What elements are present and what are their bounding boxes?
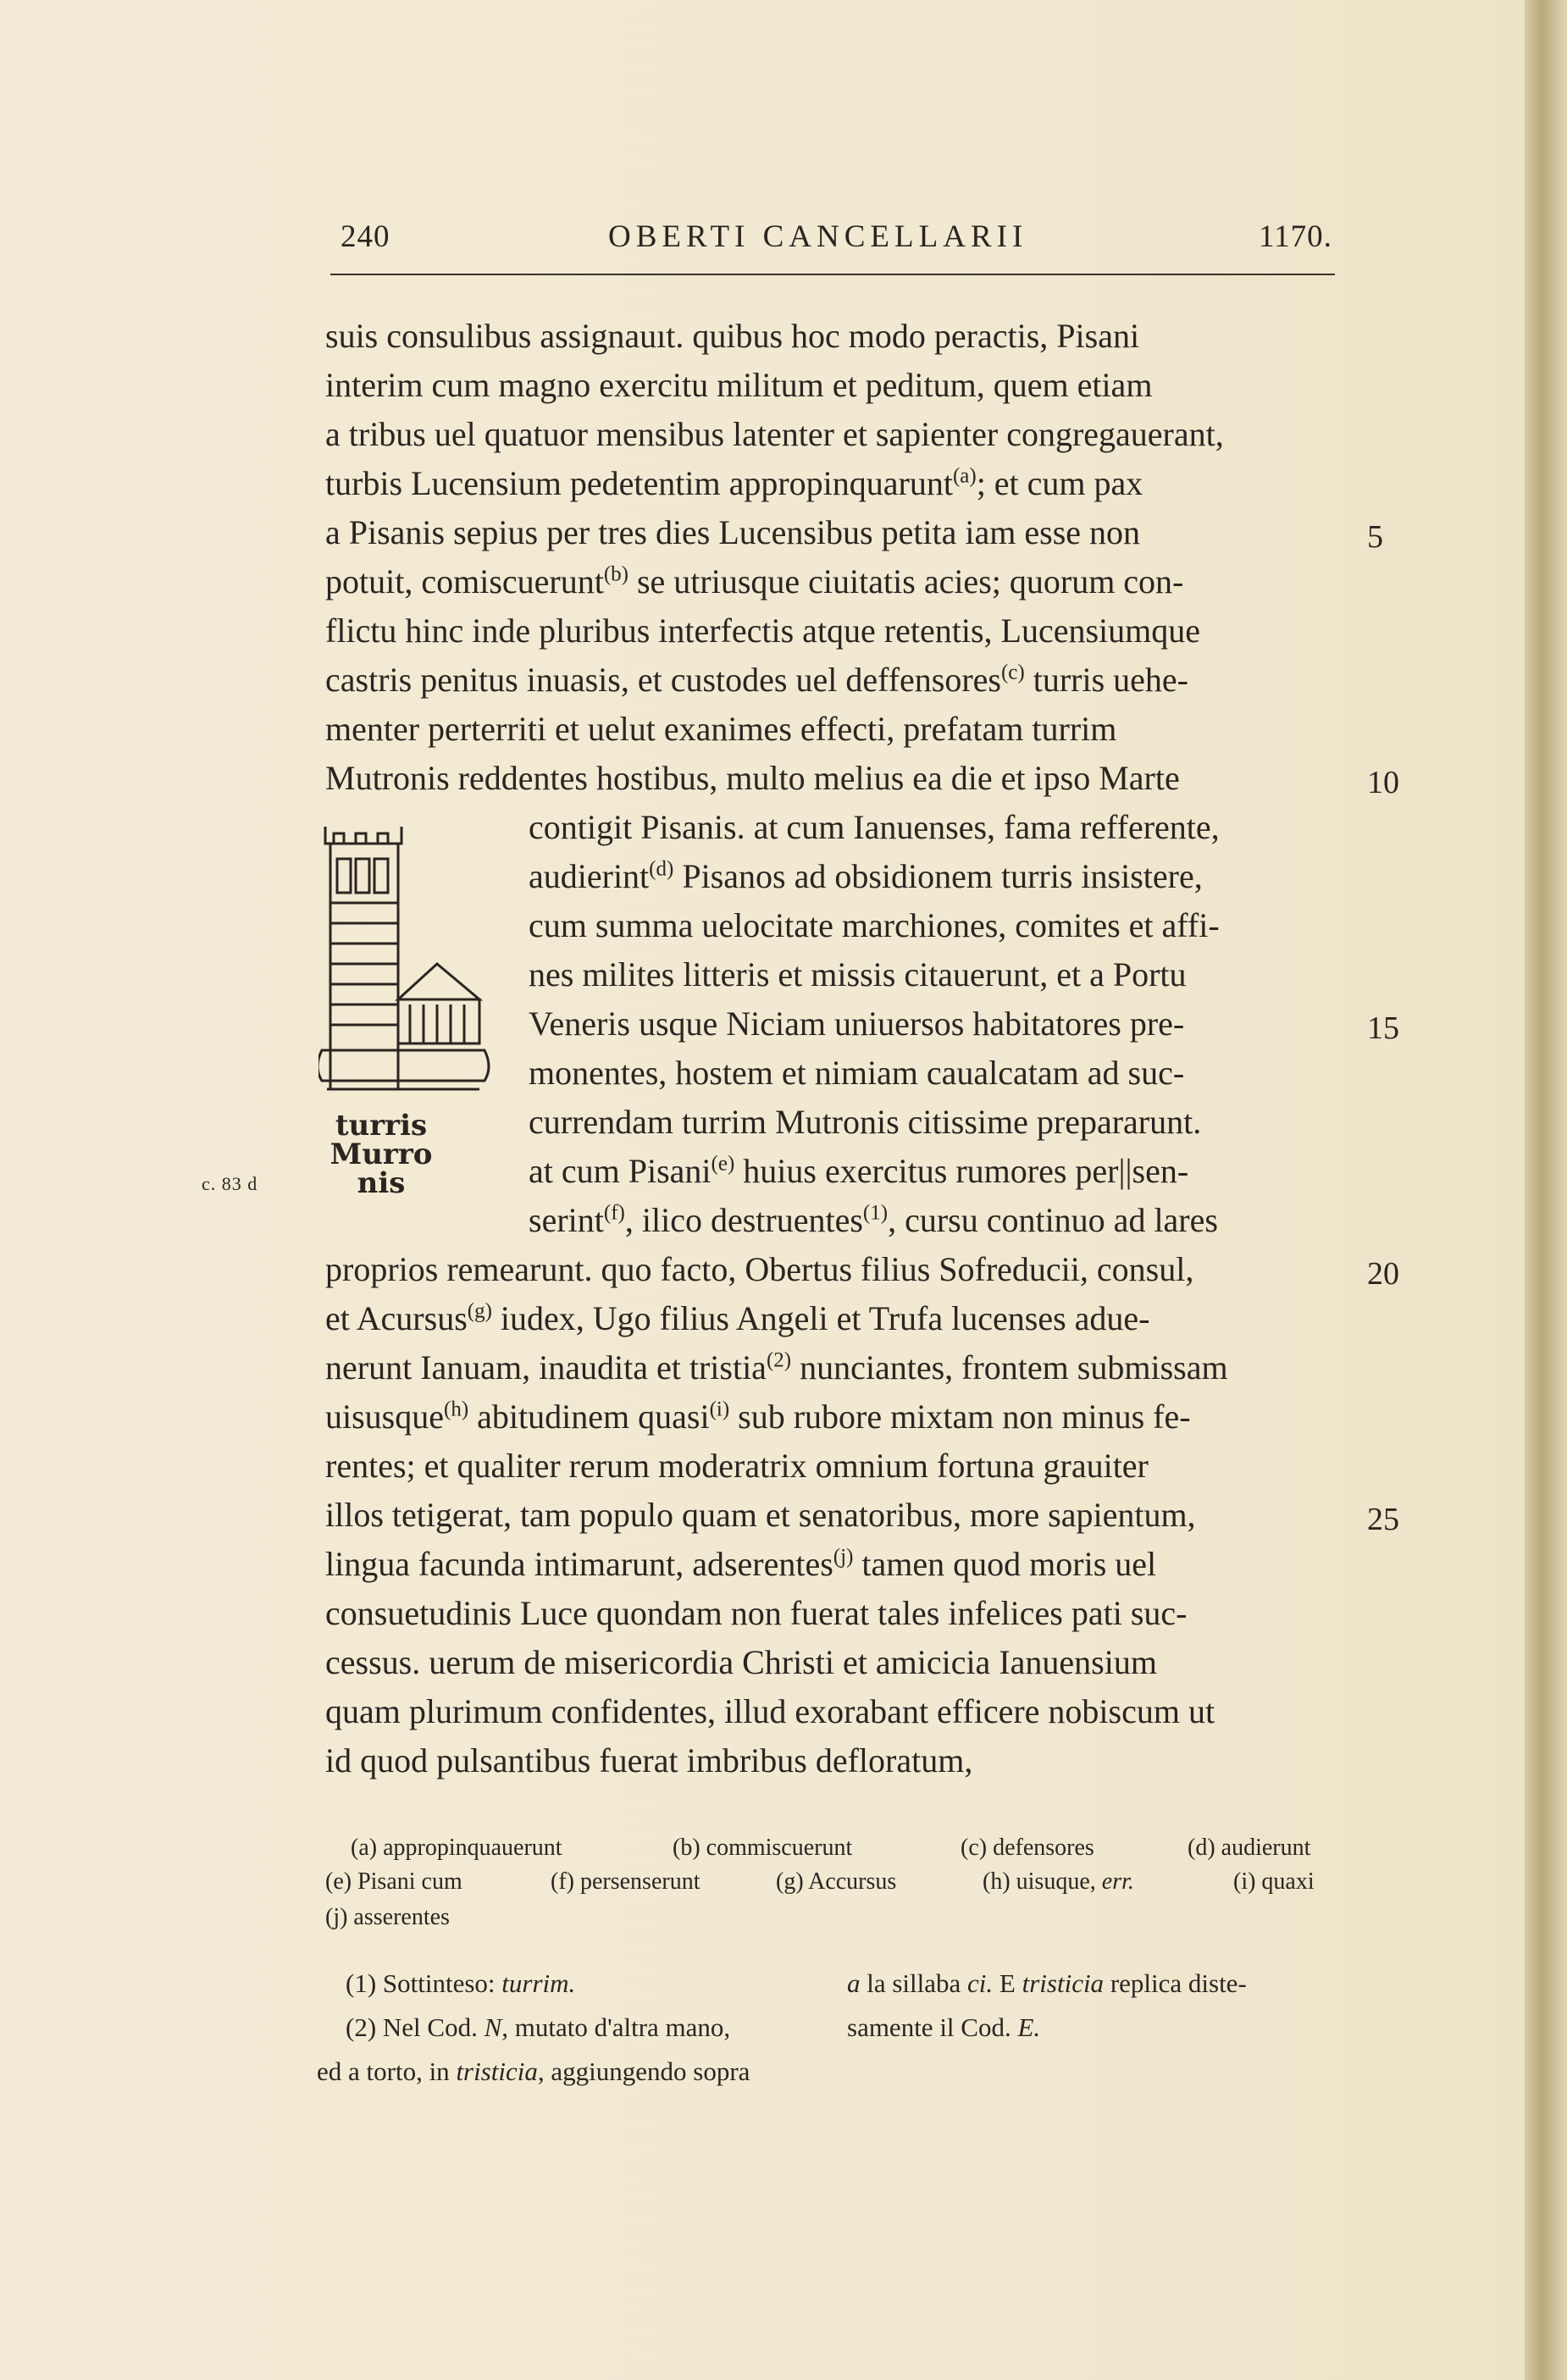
initial-caption: turris Murro nis	[329, 1109, 433, 1200]
text-line: suis consulibus assignauıt. quibus hoc modo peractis, Pisani	[325, 317, 1140, 355]
line-number: 15	[1367, 1010, 1399, 1046]
text-line: proprios remearunt. quo facto, Obertus filius Sofreducii, consul,	[325, 1250, 1194, 1288]
text-line: Mutronis reddentes hostibus, multo melius ea die et ipso Marte	[325, 759, 1180, 797]
variant-note: (j) asserentes	[325, 1904, 450, 1930]
text-line: contigit Pisanis. at cum Ianuenses, fama refferente,	[529, 808, 1220, 846]
variant-note: (e) Pisani cum	[325, 1868, 462, 1895]
running-title: OBERTI CANCELLARII	[608, 219, 1028, 254]
footnote: (1) Sottinteso: turrim.	[346, 1968, 576, 1998]
text-line: turbis Lucensium pedetentim appropinquarunt$^{(a)}$; et cum pax	[325, 464, 1143, 502]
side-reference: c. 83 d	[202, 1173, 258, 1194]
text-line: castris penitus inuasis, et custodes uel deffensores$^{(c)}$ turris uehe-	[325, 661, 1188, 699]
text-line: interim cum magno exercitu militum et peditum, quem etiam	[325, 366, 1153, 404]
page-edge	[1525, 0, 1567, 2380]
text-line: a tribus uel quatuor mensibus latenter et sapienter congregauerant,	[325, 415, 1224, 453]
variant-note: (d) audierunt	[1188, 1835, 1311, 1861]
variant-note: (c) defensores	[961, 1835, 1094, 1861]
text-line: nes milites litteris et missis citauerunt, et a Portu	[529, 955, 1187, 994]
variant-note: (g) Accursus	[776, 1868, 897, 1895]
text-line: lingua facunda intimarunt, adserentes$^{(j)}$ tamen quod moris uel	[325, 1545, 1157, 1583]
text-line: at cum Pisani$^{(e)}$ huius exercitus rumores per||sen-	[529, 1152, 1189, 1190]
line-number: 20	[1367, 1256, 1399, 1292]
tower-initial-illustration	[318, 822, 496, 1110]
header-rule	[330, 274, 1335, 275]
year: 1170.	[1259, 219, 1332, 254]
text-line: illos tetigerat, tam populo quam et senatoribus, more sapientum,	[325, 1496, 1196, 1534]
line-number: 5	[1367, 519, 1383, 555]
variant-note: (a) appropinquauerunt	[351, 1835, 562, 1861]
footnote: ed a torto, in tristicia, aggiungendo sopra	[317, 2056, 750, 2086]
text-line: currendam turrim Mutronis citissime prepararunt.	[529, 1103, 1202, 1141]
line-number: 25	[1367, 1502, 1399, 1537]
text-line: id quod pulsantibus fuerat imbribus defloratum,	[325, 1741, 973, 1779]
text-line: nerunt Ianuam, inaudita et tristia$^{(2)}$ nunciantes, frontem submissam	[325, 1348, 1228, 1386]
text-line: Veneris usque Niciam uniuersos habitatores pre-	[529, 1005, 1185, 1043]
line-number: 10	[1367, 765, 1399, 800]
text-line: flictu hinc inde pluribus interfectis atque retentis, Lucensiumque	[325, 612, 1201, 650]
footnote: a la sillaba ci. E tristicia replica diste-	[847, 1968, 1247, 1998]
text-line: menter perterriti et uelut exanimes effecti, prefatam turrim	[325, 710, 1117, 748]
footnote: samente il Cod. E.	[847, 2012, 1041, 2042]
text-line: potuit, comiscuerunt$^{(b)}$ se utriusque ciuitatis acies; quorum con-	[325, 562, 1184, 601]
footnote: (2) Nel Cod. N, mutato d'altra mano,	[346, 2012, 731, 2042]
text-line: cessus. uerum de misericordia Christi et amicicia Ianuensium	[325, 1643, 1157, 1681]
text-line: et Acursus$^{(g)}$ iudex, Ugo filius Angeli et Trufa lucenses adue-	[325, 1299, 1150, 1337]
text-line: a Pisanis sepius per tres dies Lucensibus petita iam esse non	[325, 513, 1141, 551]
variant-note: (i) quaxi	[1233, 1868, 1315, 1895]
text-line: uisusque$^{(h)}$ abitudinem quasi$^{(i)}$ sub rubore mixtam non minus fe-	[325, 1398, 1191, 1436]
text-line: serint$^{(f)}$, ilico destruentes$^{(1)}$, cursu continuo ad lares	[529, 1201, 1218, 1239]
variant-note: (h) uisuque, err.	[983, 1868, 1134, 1895]
text-line: consuetudinis Luce quondam non fuerat tales infelices pati suc-	[325, 1594, 1188, 1632]
text-line: audierint$^{(d)}$ Pisanos ad obsidionem turris insistere,	[529, 857, 1203, 895]
text-line: cum summa uelocitate marchiones, comites et affi-	[529, 906, 1220, 944]
variant-note: (b) commiscuerunt	[673, 1835, 853, 1861]
page-number: 240	[341, 219, 390, 254]
variant-note: (f) persenserunt	[551, 1868, 700, 1895]
text-line: rentes; et qualiter rerum moderatrix omnium fortuna grauiter	[325, 1447, 1149, 1485]
text-line: quam plurimum confidentes, illud exorabant efficere nobiscum ut	[325, 1692, 1215, 1730]
text-line: monentes, hostem et nimiam caualcatam ad suc-	[529, 1054, 1185, 1092]
